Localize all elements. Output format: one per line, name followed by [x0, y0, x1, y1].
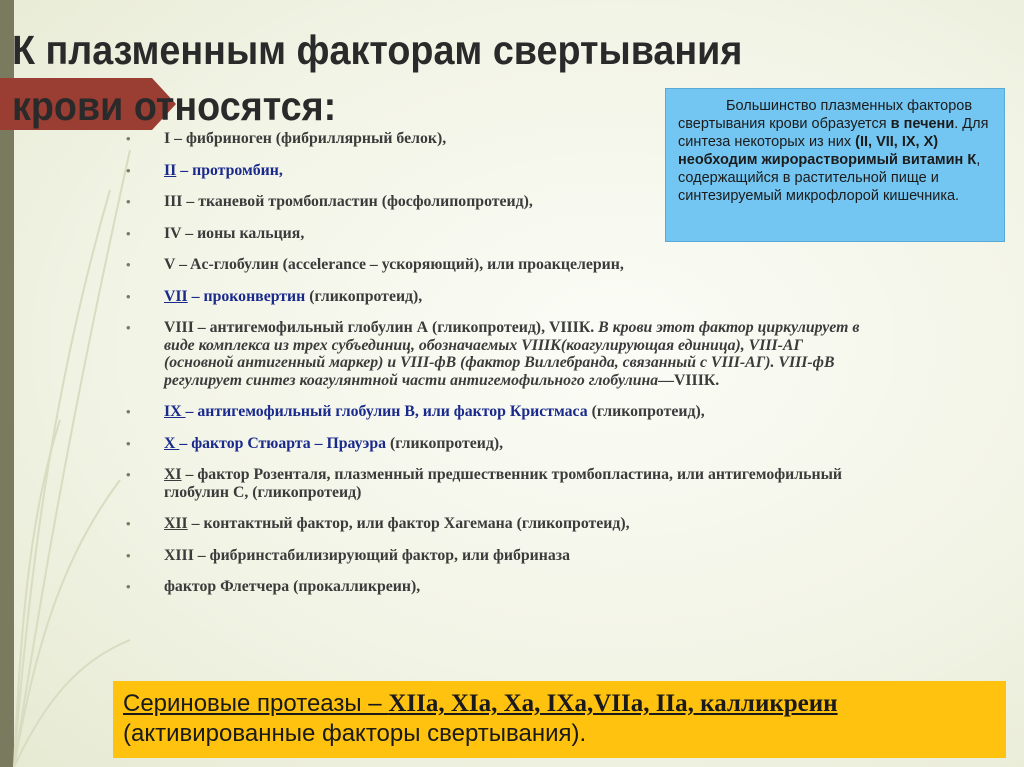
list-item: • XII – контактный фактор, или фактор Хагемана (гликопротеид), — [124, 515, 864, 533]
factor-number: XII — [164, 515, 188, 532]
list-item: • IV – ионы кальция, — [124, 225, 864, 243]
title-line-2: крови относятся: — [12, 83, 337, 129]
serine-proteases-box: Сериновые протеазы – XIIa, XIa, Xa, IXa,VIIa, IIa, калликреин (активированные факторы свертывания). — [113, 681, 1006, 758]
list-item: • III – тканевой тромбопластин (фосфолипопротеид), — [124, 193, 864, 211]
list-item: • фактор Флетчера (прокалликреин), — [124, 578, 864, 596]
list-item: • I – фибриноген (фибриллярный белок), — [124, 130, 864, 148]
factor-link[interactable]: X — [164, 434, 180, 452]
factor-link[interactable]: VII — [164, 287, 188, 305]
serine-proteases-label: Сериновые протеазы – — [123, 690, 389, 717]
activated-factors-note: (активированные факторы свертывания — [123, 720, 572, 747]
info-box-liver: Большинство плазменных факторов свертывания крови образуется в печени. Для синтеза некоторых из них (II, VII, IX, X) необходим жирорастворимый витамин К, содержащийся в растительной пище и синтезируемый микрофлорой кишечника. — [665, 88, 1005, 242]
list-item: • IX – антигемофильный глобулин В, или фактор Кристмаса (гликопротеид), — [124, 403, 864, 421]
list-item: • XIII – фибринстабилизирующий фактор, или фибриназа — [124, 547, 864, 565]
list-item: • V – Ac-глобулин (accelerance – ускоряющий), или проакцелерин, — [124, 256, 864, 274]
slide-title — [12, 22, 766, 134]
factor-link[interactable]: II — [164, 161, 177, 179]
title-line-1: К плазменным факторам свертывания — [12, 27, 743, 73]
list-item: • X – фактор Стюарта – Прауэра (гликопротеид), — [124, 435, 864, 453]
serine-proteases-list: XIIa, XIa, Xa, IXa,VIIa, IIa, калликреин — [388, 690, 838, 717]
factor-number: XI — [164, 466, 182, 483]
factor-link[interactable]: IX — [164, 403, 186, 420]
list-item: • II – протромбин, — [124, 162, 864, 180]
list-item: • XI – фактор Розенталя, плазменный предшественник тромбопластина, или антигемофильный глобулин С, (гликопротеид) — [124, 466, 864, 501]
list-item: • VII – проконвертин (гликопротеид), — [124, 288, 864, 306]
list-item: • VIII – антигемофильный глобулин А (гликопротеид), VIIIК. В крови этот фактор циркулирует в виде комплекса из трех субъединиц, обозначаемых VIIIК(коагулирующая единица), VIII-АГ (основной антигенный маркер) и VIII-фВ (фактор Виллебранда, связанный с VIII-АГ). VIII-фВ регулирует синтез коагулянтной части антигемофильного глобулина—VIIIК. — [124, 319, 864, 389]
